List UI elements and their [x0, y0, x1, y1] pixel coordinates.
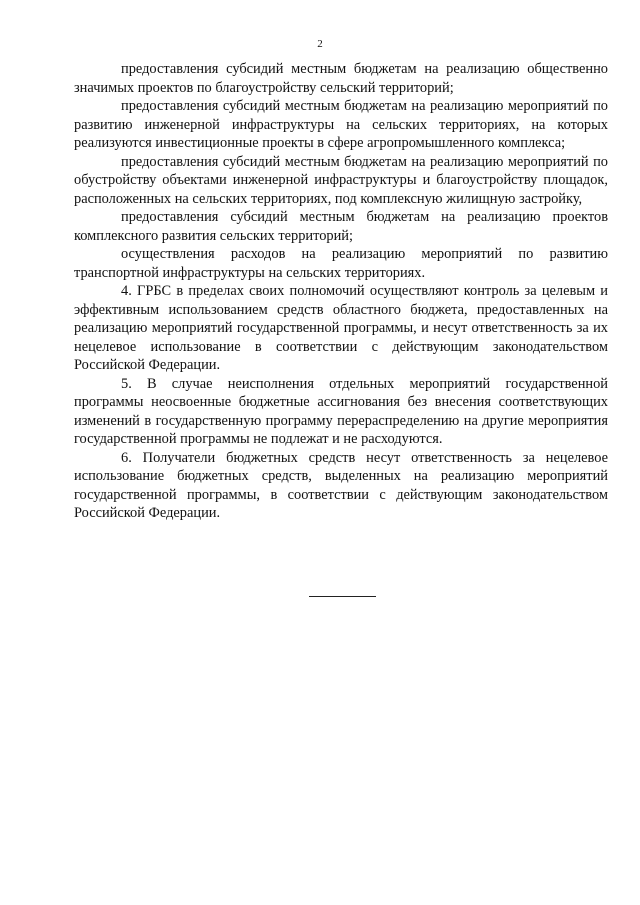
page-number: 2: [317, 38, 323, 50]
document-body: [74, 60, 608, 523]
paragraph-5-unspent-allocations: 5. В случае неисполнения отдельных мероприятий государственной программы неосвоенные бюджетные ассигнования без внесения соответствующих изменений в государственную программу перераспределению на другие мероприятия государственной программы не подлежат и не расходуются.: [74, 375, 608, 447]
paragraph-4-grbs-control: 4. ГРБС в пределах своих полномочий осуществляют контроль за целевым и эффективным использованием средств областного бюджета, предоставленных на реализацию мероприятий государственной программы, и несут ответственность за их нецелевое использование в соответствии с действующим законодательством Российской Федерации.: [74, 283, 608, 373]
paragraph-subsidies-public-projects: предоставления субсидий местным бюджетам на реализацию общественно значимых проектов по благоустройству сельский территорий;: [74, 61, 608, 96]
paragraph-6-recipients-responsibility: 6. Получатели бюджетных средств несут ответственность за нецелевое использование бюджетных средств, выделенных на реализацию мероприятий государственной программы, в соответствии с действующим законодательством Российской Федерации.: [74, 449, 608, 521]
paragraph-subsidies-complex-development: предоставления субсидий местным бюджетам на реализацию проектов комплексного развития сельских территорий;: [74, 209, 608, 244]
paragraph-subsidies-engineering-infrastructure: предоставления субсидий местным бюджетам на реализацию мероприятий по развитию инженерной инфраструктуры на сельских территориях, на которых реализуются инвестиционные проекты в сфере агропромышленного комплекса;: [74, 98, 608, 151]
paragraph-transport-infrastructure: осуществления расходов на реализацию мероприятий по развитию транспортной инфраструктуры на сельских территориях.: [74, 246, 608, 281]
end-divider-line: [309, 596, 376, 597]
paragraph-subsidies-housing-sites: предоставления субсидий местным бюджетам на реализацию мероприятий по обустройству объектами инженерной инфраструктуры и благоустройству площадок, расположенных на сельских территориях, под комплексную жилищную застройку,: [74, 153, 608, 207]
